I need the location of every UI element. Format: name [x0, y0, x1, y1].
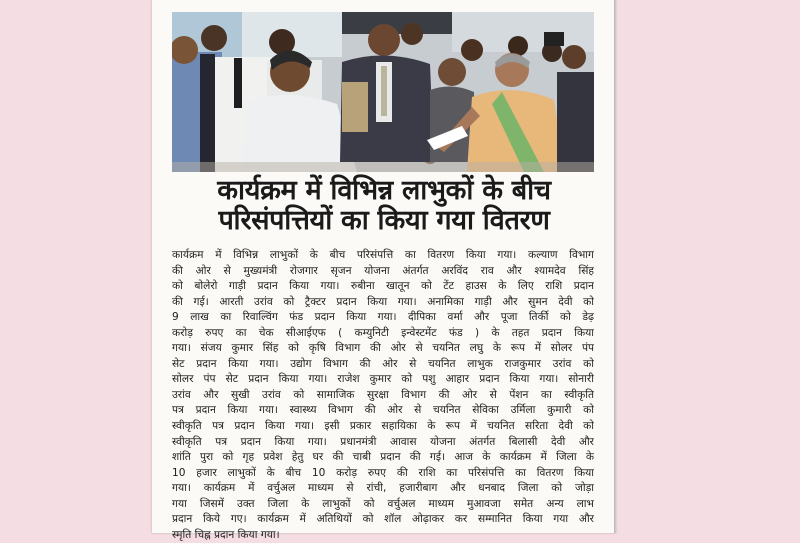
article-line: गया जिसमें उक्त जिला के लाभुकों को वर्चुअल माध्यम मुआवजा समेत अन्य लाभ	[172, 497, 594, 510]
article-line: को बोलेरो गाड़ी प्रदान किया गया। रुबीना खातून को टेंट हाउस के लिए राशि प्रदान	[172, 280, 594, 293]
news-photo-illustration	[172, 12, 594, 172]
headline-line: कार्यक्रम में विभिन्न लाभुकों के बीच	[217, 175, 551, 206]
article-line: की गई। आरती उरांव को ट्रैक्टर प्रदान किया गया। अनामिका गाड़ी और सुमन देवी को	[172, 295, 594, 308]
article-line: स्मृति चिह्न प्रदान किया गया।	[172, 528, 280, 541]
article-body	[172, 248, 594, 543]
article-line: 10 हजार लाभुकों के बीच 10 करोड़ रुपए की राशि का परिसंपत्ति का वितरण किया	[172, 466, 594, 479]
article-line: सोलर पंप सेट प्रदान किया गया। राजेश कुमार को पशु आहार प्रदान किया गया। सोनारी	[172, 373, 594, 386]
article-line: सेट प्रदान किया गया। उद्योग विभाग की ओर से चयनित लाभुक राजकुमार उरांव को	[172, 357, 594, 370]
article-line: स्वीकृति पत्र प्रदान किया गया। इसी प्रकार सहायिका के रूप में चयनित सरिता देवी को	[172, 420, 594, 433]
article-line: कार्यक्रम में विभिन्न लाभुकों के बीच परिसंपत्ति का वितरण किया गया। कल्याण विभाग	[172, 249, 594, 261]
headline	[166, 176, 602, 236]
article-line: करोड़ रुपए का चेक सीआईएफ ( कम्युनिटी इन्वेस्टमेंट फंड ) के तहत प्रदान किया	[172, 326, 594, 339]
article-line: गया। कार्यक्रम में वर्चुअल माध्यम से रांची, हजारीबाग और धनबाद जिला को जोड़ा	[172, 482, 594, 495]
news-photo	[172, 12, 594, 172]
article-line: की ओर से मुख्यमंत्री रोजगार सृजन योजना अंतर्गत अरविंद राव और श्यामदेव सिंह	[172, 264, 594, 277]
headline-line: परिसंपत्तियों का किया गया वितरण	[218, 205, 550, 236]
article-line: उरांव और सुखी उरांव को सामाजिक सुरक्षा विभाग की ओर से पेंशन का स्वीकृति	[172, 388, 594, 401]
article-line: पत्र प्रदान किया गया। स्वास्थ्य विभाग की ओर से चयनित सेविका उर्मिला कुमारी को	[172, 404, 594, 417]
clipping-edge-shadow	[614, 0, 617, 533]
article-line: 9 लाख का रिवाल्विंग फंड प्रदान किया गया। दीपिका वर्मा और पूजा तिर्की को डेढ़	[172, 311, 594, 324]
article-line: गया। संजय कुमार सिंह को कृषि विभाग की ओर से चयनित लघु के रूप में सोलर पंप	[172, 342, 594, 355]
article-line: शांति पुरा को गृह प्रवेश हेतु घर की चाबी प्रदान की गई। आज के कार्यक्रम में जिला के	[172, 451, 594, 464]
article-line: प्रदान किये गए। कार्यक्रम में अतिथियों को शॉल ओढ़ाकर कर सम्मानित किया गया और	[172, 513, 594, 526]
article-line: स्वीकृति पत्र प्रदान किया गया। प्रधानमंत्री आवास योजना अंतर्गत बिलासी देवी और	[172, 435, 594, 448]
